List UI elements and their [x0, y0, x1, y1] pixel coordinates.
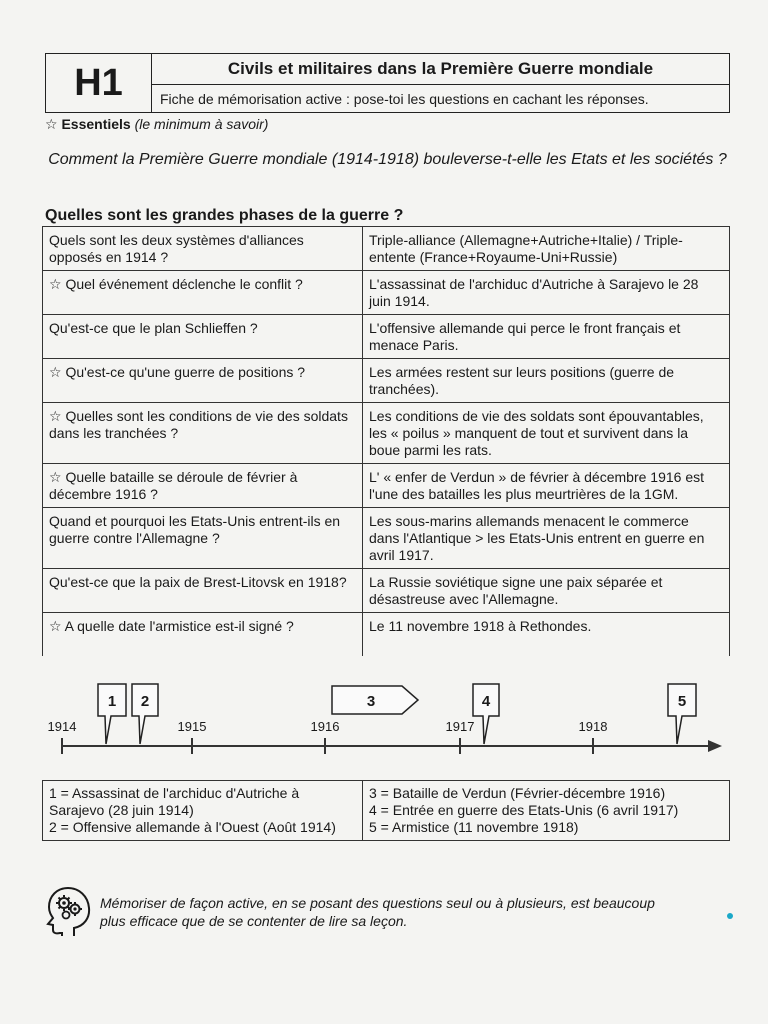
event-marker-number: 4 — [481, 693, 491, 710]
qa-question-cell — [43, 613, 363, 657]
chapter-code: H1 — [46, 54, 152, 112]
qa-question: Quand et pourquoi les Etats-Unis entrent-ils en guerre contre l'Allemagne ? — [49, 513, 341, 546]
year-label: 1918 — [578, 719, 608, 734]
star-icon: ☆ — [49, 276, 66, 292]
qa-row — [43, 227, 730, 271]
qa-answer: Le 11 novembre 1918 à Rethondes. — [363, 613, 730, 657]
main-question: Comment la Première Guerre mondiale (1914-1918) bouleverse-t-elle les Etats et les sociétés ? — [48, 151, 727, 168]
legend-item: 5 = Armistice (11 novembre 1918) — [369, 819, 579, 835]
qa-answer: Les conditions de vie des soldats sont épouvantables, les « poilus » manquent de tout et survivent dans la boue parmi les rats. — [363, 403, 730, 464]
timeline-graphic — [40, 676, 730, 776]
qa-question-cell — [43, 271, 363, 315]
year-label: 1917 — [445, 719, 475, 734]
qa-question-cell — [43, 359, 363, 403]
qa-row — [43, 508, 730, 569]
event-marker-number: 3 — [366, 693, 376, 710]
qa-question: Quel événement déclenche le conflit ? — [65, 276, 303, 292]
qa-row — [43, 613, 730, 657]
qa-answer: L' « enfer de Verdun » de février à décembre 1916 est l'une des batailles les plus meurtrières de la 1GM. — [363, 464, 730, 508]
year-label: 1915 — [177, 719, 207, 734]
qa-question-cell — [43, 569, 363, 613]
star-icon: ☆ — [49, 364, 66, 380]
timeline — [40, 676, 730, 776]
qa-question-cell — [43, 508, 363, 569]
qa-question: Qu'est-ce qu'une guerre de positions ? — [65, 364, 306, 380]
qa-question: Quels sont les deux systèmes d'alliances opposés en 1914 ? — [49, 232, 304, 265]
qa-row — [43, 359, 730, 403]
qa-answer: Les armées restent sur leurs positions (guerre de tranchées). — [363, 359, 730, 403]
legend-item: 4 = Entrée en guerre des Etats-Unis (6 avril 1917) — [369, 802, 679, 818]
legend-left — [43, 781, 363, 841]
essentiels-line — [45, 116, 268, 133]
qa-answer: Triple-alliance (Allemagne+Autriche+Italie) / Triple-entente (France+Royaume-Uni+Russie) — [363, 227, 730, 271]
qa-question: Quelles sont les conditions de vie des soldats dans les tranchées ? — [49, 408, 348, 441]
brain-gears-icon — [44, 884, 94, 940]
event-marker-number: 2 — [140, 693, 150, 710]
qa-question-cell — [43, 464, 363, 508]
qa-row — [43, 271, 730, 315]
qa-answer: L'assassinat de l'archiduc d'Autriche à Sarajevo le 28 juin 1914. — [363, 271, 730, 315]
header-box — [45, 53, 730, 113]
year-label: 1916 — [310, 719, 340, 734]
page-title: Civils et militaires dans la Première Guerre mondiale — [152, 54, 729, 85]
year-label: 1914 — [47, 719, 77, 734]
qa-row — [43, 315, 730, 359]
legend-item: 3 = Bataille de Verdun (Février-décembre 1916) — [369, 785, 666, 801]
qa-question: Qu'est-ce que le plan Schlieffen ? — [49, 320, 258, 336]
qa-question: Quelle bataille se déroule de février à décembre 1916 ? — [49, 469, 298, 502]
tip-text: Mémoriser de façon active, en se posant des questions seul ou à plusieurs, est beaucoup plus efficace que de se contenter de lire sa leçon. — [100, 895, 655, 929]
event-marker-number: 5 — [677, 693, 687, 710]
qa-row — [43, 464, 730, 508]
page-subtitle: Fiche de mémorisation active : pose-toi les questions en cachant les réponses. — [160, 90, 649, 107]
qa-question: Qu'est-ce que la paix de Brest-Litovsk en 1918? — [49, 574, 347, 590]
qa-question-cell — [43, 315, 363, 359]
star-icon: ☆ — [49, 408, 66, 424]
accent-dot — [727, 913, 733, 919]
qa-row — [43, 569, 730, 613]
essentiels-label: Essentiels — [61, 116, 131, 132]
legend-table — [42, 780, 730, 841]
timeline-arrowhead — [708, 740, 722, 752]
star-icon: ☆ — [45, 116, 58, 132]
qa-answer: Les sous-marins allemands menacent le commerce dans l'Atlantique > les Etats-Unis entrent en guerre en avril 1917. — [363, 508, 730, 569]
legend-right — [363, 781, 730, 841]
qa-question-cell — [43, 403, 363, 464]
star-icon: ☆ — [49, 618, 65, 634]
section-title: Quelles sont les grandes phases de la guerre ? — [45, 207, 404, 224]
qa-row — [43, 403, 730, 464]
legend-item: 1 = Assassinat de l'archiduc d'Autriche à Sarajevo (28 juin 1914) — [49, 785, 300, 818]
essentiels-note: (le minimum à savoir) — [134, 116, 269, 132]
header-titles — [152, 54, 729, 112]
qa-question-cell — [43, 227, 363, 271]
qa-answer: L'offensive allemande qui perce le front français et menace Paris. — [363, 315, 730, 359]
qa-answer: La Russie soviétique signe une paix séparée et désastreuse avec l'Allemagne. — [363, 569, 730, 613]
legend-item: 2 = Offensive allemande à l'Ouest (Août 1914) — [49, 819, 336, 835]
star-icon: ☆ — [49, 469, 66, 485]
qa-table — [42, 226, 730, 656]
event-marker-number: 1 — [107, 693, 117, 710]
qa-question: A quelle date l'armistice est-il signé ? — [64, 618, 294, 634]
